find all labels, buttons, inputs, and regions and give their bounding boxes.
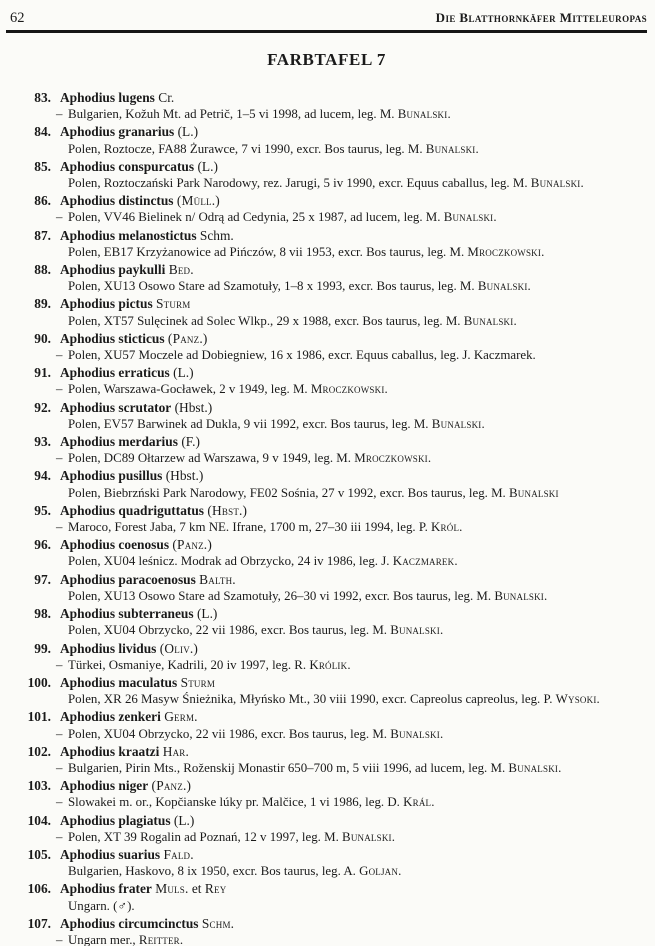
detail-text: . <box>398 864 402 879</box>
dash-marker: – <box>56 795 63 810</box>
author-abbrev: (Hbst.) <box>174 399 213 415</box>
detail-text: Bunalski <box>494 588 545 603</box>
author-abbrev: (Hbst.) <box>165 468 204 484</box>
entry-number: 83. <box>34 90 51 105</box>
species-entry <box>8 89 647 123</box>
entry-body <box>60 467 647 501</box>
dash-marker: – <box>56 520 63 535</box>
species-line <box>60 261 647 278</box>
entry-number: 87. <box>34 227 51 243</box>
collection-data <box>68 244 647 261</box>
entry-body <box>60 399 647 433</box>
author-abbrev: et <box>188 881 205 897</box>
species-name: Aphodius niger <box>60 778 149 794</box>
collection-data <box>56 381 647 398</box>
detail-text: . <box>439 726 444 741</box>
author-abbrev: Germ. <box>164 709 198 725</box>
species-name: Aphodius circumcinctus <box>60 915 199 931</box>
species-line <box>60 399 647 416</box>
detail-text: . <box>544 588 548 603</box>
collection-data <box>56 726 647 743</box>
species-line <box>60 708 647 725</box>
dash-marker: – <box>56 210 63 225</box>
entry-number: 93. <box>34 434 51 450</box>
species-entry <box>8 399 647 433</box>
detail-text: Polen, XU04 Obrzycko, 22 vii 1986, excr. Bos taurus, leg. M. <box>68 726 391 741</box>
author-abbrev: Muls. <box>155 881 189 897</box>
collection-data <box>68 863 647 880</box>
detail-text: Król <box>431 520 460 535</box>
entry-number: 86. <box>34 193 51 209</box>
detail-text: Polen, XT 39 Rogalin ad Poznań, 12 v 1997, leg. M. <box>68 829 343 844</box>
species-name: Aphodius subterraneus <box>60 606 194 622</box>
detail-text: Polen, Roztocze, FA88 Żurawce, 7 vi 1990, excr. Bos taurus, leg. M. <box>68 141 426 156</box>
collection-data <box>68 553 647 570</box>
dash-marker: – <box>56 107 63 122</box>
entry-number: 91. <box>34 365 51 381</box>
detail-text: Mroczkowski <box>310 382 385 397</box>
species-name: Aphodius suarius <box>60 846 161 862</box>
detail-text: Reitter <box>138 932 180 946</box>
species-name: Aphodius coenosus <box>60 537 170 553</box>
entry-number: 105. <box>27 846 51 862</box>
collection-data <box>56 209 647 226</box>
author-abbrev: Schm. <box>199 227 234 243</box>
species-name: Aphodius erraticus <box>60 365 170 381</box>
species-name: Aphodius scrutator <box>60 399 172 415</box>
detail-text: Polen, XU57 Moczele ad Dobiegniew, 16 x 1986, excr. Equus caballus, leg. J. Kaczmarek. <box>68 348 536 363</box>
species-name: Aphodius kraatzi <box>60 743 160 759</box>
species-entry <box>8 708 647 742</box>
detail-text: . <box>493 210 497 225</box>
entry-body <box>60 227 647 261</box>
detail-text: . <box>513 313 517 328</box>
species-line <box>60 364 647 381</box>
entry-number: 107. <box>27 915 51 931</box>
entry-body <box>60 536 647 570</box>
species-entry <box>8 467 647 501</box>
detail-text: . <box>384 382 388 397</box>
entry-body <box>56 777 647 811</box>
entry-body <box>60 123 647 157</box>
entry-number: 88. <box>34 262 51 278</box>
running-title: Die Blatthornkäfer Mitteleuropas <box>435 10 647 25</box>
species-line <box>60 467 647 484</box>
dash-marker: – <box>56 829 63 844</box>
detail-text: Bunalski <box>390 726 440 741</box>
species-entry <box>8 536 647 570</box>
detail-text: . <box>439 623 444 638</box>
species-name: Aphodius paykulli <box>60 262 166 278</box>
species-name: Aphodius pictus <box>60 296 153 312</box>
species-name: Aphodius conspurcatus <box>60 158 195 174</box>
detail-text: Kaczmarek <box>392 554 455 569</box>
detail-text: Bunalski <box>508 760 559 775</box>
species-line <box>60 89 647 106</box>
entry-number: 99. <box>34 640 51 656</box>
author-abbrev: (Panz.) <box>172 537 213 553</box>
collection-data <box>68 691 647 708</box>
collection-data <box>68 485 647 502</box>
detail-text: Mroczkowski <box>354 451 428 466</box>
species-line <box>60 571 647 588</box>
author-abbrev: Sturm <box>156 296 191 312</box>
detail-text: Bunalski <box>425 141 476 156</box>
detail-text: Polen, DC89 Ołtarzew ad Warszawa, 9 v 1949, leg. M. <box>68 451 355 466</box>
detail-text: Bunalski <box>477 279 528 294</box>
page-number: 62 <box>10 10 25 26</box>
plate-title: FARBTAFEL 7 <box>267 50 386 69</box>
entry-body <box>60 674 647 708</box>
author-abbrev: (L.) <box>196 606 218 622</box>
collection-data <box>56 794 647 811</box>
species-line <box>60 227 647 244</box>
species-entry <box>8 123 647 157</box>
species-name: Aphodius quadriguttatus <box>60 502 205 518</box>
author-abbrev: (L.) <box>197 158 218 174</box>
species-name: Aphodius sticticus <box>60 330 165 346</box>
detail-text: . <box>596 692 600 707</box>
species-entry <box>8 674 647 708</box>
detail-text: Bunalski <box>509 485 559 500</box>
entry-number: 101. <box>27 709 51 725</box>
detail-text: Goljan <box>359 864 399 879</box>
species-entry <box>8 330 647 364</box>
species-entry <box>8 812 647 846</box>
species-line <box>60 812 647 829</box>
species-entry <box>8 571 647 605</box>
detail-text: Polen, Roztoczański Park Narodowy, rez. Jarugi, 5 iv 1990, excr. Equus caballus, leg. M. <box>68 176 531 191</box>
author-abbrev: Fald. <box>163 846 194 862</box>
species-line <box>60 295 647 312</box>
entry-number: 85. <box>34 158 51 174</box>
header-rule <box>6 30 647 33</box>
entry-number: 104. <box>27 812 51 828</box>
detail-text: Bunalski <box>397 107 448 122</box>
detail-text: Królik <box>309 657 348 672</box>
detail-text: Bulgarien, Pirin Mts., Roženskij Monastir 650–700 m, 5 viii 1996, ad lucem, leg. M. <box>68 760 509 775</box>
species-line <box>60 674 647 691</box>
entry-body <box>56 743 647 777</box>
dash-marker: – <box>56 726 63 741</box>
entry-number: 100. <box>27 674 51 690</box>
detail-text: Bunalski <box>342 829 392 844</box>
detail-text: Polen, XU13 Osowo Stare ad Szamotuły, 26–30 vi 1992, excr. Bos taurus, leg. M. <box>68 588 495 603</box>
species-entry <box>8 502 647 536</box>
entry-body <box>60 158 647 192</box>
detail-text: Mroczkowski <box>467 244 542 259</box>
detail-text: . <box>427 451 432 466</box>
species-entry <box>8 192 647 226</box>
species-entry <box>8 295 647 329</box>
entry-body <box>56 433 647 467</box>
entry-body <box>56 89 647 123</box>
species-line <box>60 330 647 347</box>
entry-body <box>60 571 647 605</box>
detail-text: Bunalski <box>390 623 440 638</box>
species-entry <box>8 605 647 639</box>
species-name: Aphodius lividus <box>60 640 157 656</box>
dash-marker: – <box>56 382 63 397</box>
author-abbrev: (Panz.) <box>151 778 192 794</box>
entry-number: 90. <box>34 330 51 346</box>
species-line <box>60 192 647 209</box>
collection-data <box>56 657 647 674</box>
detail-text: Bunalski <box>463 313 514 328</box>
species-list <box>6 89 647 946</box>
species-line <box>60 880 647 897</box>
entry-number: 97. <box>34 571 51 587</box>
entry-body <box>56 708 647 742</box>
detail-text: . <box>391 829 395 844</box>
species-entry <box>8 777 647 811</box>
detail-text: . <box>558 760 562 775</box>
species-line <box>60 433 647 450</box>
detail-text: . <box>475 141 479 156</box>
entry-body <box>60 880 647 914</box>
entry-body <box>60 261 647 295</box>
entry-body <box>60 846 647 880</box>
collection-data <box>68 278 647 295</box>
entry-number: 92. <box>34 399 51 415</box>
author-abbrev: (L.) <box>173 365 194 381</box>
species-entry <box>8 261 647 295</box>
detail-text: . <box>454 554 458 569</box>
detail-text: Polen, Warszawa-Gocławek, 2 v 1949, leg. M. <box>68 382 311 397</box>
entry-number: 103. <box>27 778 51 794</box>
detail-text: . <box>541 244 545 259</box>
dash-marker: – <box>56 760 63 775</box>
species-name: Aphodius granarius <box>60 124 175 140</box>
entry-number: 89. <box>34 296 51 312</box>
author-abbrev: Rey <box>204 881 227 897</box>
dash-marker: – <box>56 348 63 363</box>
detail-text: Polen, XU13 Osowo Stare ad Szamotuły, 1–8 x 1993, excr. Bos taurus, leg. M. <box>68 279 478 294</box>
author-abbrev: (Panz.) <box>167 330 208 346</box>
author-abbrev: Bed. <box>168 262 194 278</box>
detail-text: Ungarn mer., <box>68 932 139 946</box>
author-abbrev: (L.) <box>177 124 199 140</box>
detail-text: Bunalski <box>530 176 581 191</box>
collection-data <box>68 622 647 639</box>
entry-number: 106. <box>27 881 51 897</box>
species-name: Aphodius plagiatus <box>60 812 171 828</box>
species-entry <box>8 640 647 674</box>
author-abbrev: (Müll.) <box>176 193 220 209</box>
collection-data <box>68 416 647 433</box>
detail-text: . <box>347 657 351 672</box>
species-line <box>60 158 647 175</box>
species-entry <box>8 433 647 467</box>
detail-text: Maroco, Forest Jaba, 7 km NE. Ifrane, 1700 m, 27–30 iii 1994, leg. P. <box>68 520 432 535</box>
detail-text: . <box>527 279 531 294</box>
author-abbrev: Har. <box>162 743 190 759</box>
detail-text: . <box>459 520 463 535</box>
detail-text: . <box>179 932 184 946</box>
species-name: Aphodius distinctus <box>60 193 174 209</box>
collection-data <box>68 141 647 158</box>
entry-body <box>56 502 647 536</box>
detail-text: . <box>431 795 435 810</box>
entry-body <box>56 915 647 946</box>
collection-data <box>68 175 647 192</box>
entry-number: 95. <box>34 502 51 518</box>
detail-text: . <box>447 107 451 122</box>
author-abbrev: Schm. <box>201 915 235 931</box>
collection-data <box>56 760 647 777</box>
species-entry <box>8 880 647 914</box>
species-line <box>60 123 647 140</box>
species-entry <box>8 743 647 777</box>
entry-body <box>56 192 647 226</box>
detail-text: Bunalski <box>431 416 482 431</box>
species-line <box>60 915 647 932</box>
entry-body <box>60 295 647 329</box>
entry-number: 84. <box>34 124 51 140</box>
author-abbrev: (Hbst.) <box>207 502 248 518</box>
author-abbrev: Balth. <box>199 571 236 587</box>
collection-data <box>68 898 647 915</box>
detail-text: Polen, EB17 Krzyżanowice ad Pińczów, 8 vii 1953, excr. Bos taurus, leg. M. <box>68 244 468 259</box>
species-entry <box>8 227 647 261</box>
collection-data <box>56 106 647 123</box>
entry-body <box>56 330 647 364</box>
collection-data <box>56 829 647 846</box>
species-name: Aphodius maculatus <box>60 674 178 690</box>
collection-data <box>68 588 647 605</box>
entry-body <box>56 640 647 674</box>
detail-text: Slowakei m. or., Kopčianske lúky pr. Malčice, 1 vi 1986, leg. D. <box>68 795 404 810</box>
detail-text: Bulgarien, Kožuh Mt. ad Petrič, 1–5 vi 1998, ad lucem, leg. M. <box>68 107 398 122</box>
collection-data <box>56 347 647 364</box>
species-line <box>60 605 647 622</box>
entry-number: 98. <box>34 606 51 622</box>
species-line <box>60 777 647 794</box>
species-entry <box>8 158 647 192</box>
page-header <box>6 8 647 27</box>
entry-body <box>60 605 647 639</box>
detail-text: Polen, XU04 leśnicz. Modrak ad Obrzycko, 24 iv 1986, leg. J. <box>68 554 393 569</box>
species-line <box>60 743 647 760</box>
collection-data <box>56 450 647 467</box>
detail-text: Bulgarien, Haskovo, 8 ix 1950, excr. Bos taurus, leg. A. <box>68 864 360 879</box>
entry-number: 102. <box>27 743 51 759</box>
entry-number: 96. <box>34 537 51 553</box>
species-entry <box>8 915 647 946</box>
detail-text: Polen, Biebrzński Park Narodowy, FE02 Sośnia, 27 v 1992, excr. Bos taurus, leg. M. <box>68 485 509 500</box>
species-name: Aphodius paracoenosus <box>60 571 196 587</box>
species-name: Aphodius lugens <box>60 90 155 105</box>
detail-text: Türkei, Osmaniye, Kadrili, 20 iv 1997, leg. R. <box>68 657 310 672</box>
detail-text: Ungarn. (♂). <box>68 898 135 913</box>
species-line <box>60 536 647 553</box>
author-abbrev: (L.) <box>173 812 195 828</box>
dash-marker: – <box>56 657 63 672</box>
detail-text: Wysoki <box>555 692 597 707</box>
detail-text: Polen, VV46 Bielinek n/ Odrą ad Cedynia, 25 x 1987, ad lucem, leg. M. <box>68 210 444 225</box>
detail-text: Král <box>403 795 432 810</box>
detail-text: Polen, XR 26 Masyw Śnieżnika, Młyńsko Mt., 30 viii 1990, excr. Capreolus capreolus, leg. P. <box>68 692 556 707</box>
species-name: Aphodius pusillus <box>60 468 163 484</box>
dash-marker: – <box>56 451 63 466</box>
collection-data <box>56 519 647 536</box>
entry-body <box>56 364 647 398</box>
detail-text: . <box>580 176 584 191</box>
author-abbrev: (F.) <box>181 434 200 450</box>
dash-marker: – <box>56 932 63 946</box>
species-entry <box>8 846 647 880</box>
detail-text: . <box>481 416 485 431</box>
detail-text: Polen, XT57 Sulęcinek ad Solec Wlkp., 29 x 1988, excr. Bos taurus, leg. M. <box>68 313 464 328</box>
species-entry <box>8 364 647 398</box>
collection-data <box>68 313 647 330</box>
species-name: Aphodius zenkeri <box>60 709 161 725</box>
author-abbrev: (Oliv.) <box>159 640 199 656</box>
detail-text: Polen, XU04 Obrzycko, 22 vii 1986, excr. Bos taurus, leg. M. <box>68 623 391 638</box>
author-abbrev: Sturm <box>180 674 216 690</box>
detail-text: Polen, EV57 Barwinek ad Dukla, 9 vii 1992, excr. Bos taurus, leg. M. <box>68 416 432 431</box>
species-line <box>60 640 647 657</box>
detail-text: Bunalski <box>443 210 494 225</box>
collection-data <box>56 932 647 946</box>
entry-number: 94. <box>34 468 51 484</box>
species-name: Aphodius melanostictus <box>60 227 197 243</box>
species-name: Aphodius frater <box>60 881 152 897</box>
entry-body <box>56 812 647 846</box>
species-line <box>60 846 647 863</box>
species-line <box>60 502 647 519</box>
species-name: Aphodius merdarius <box>60 434 178 450</box>
author-abbrev: Cr. <box>158 90 175 105</box>
